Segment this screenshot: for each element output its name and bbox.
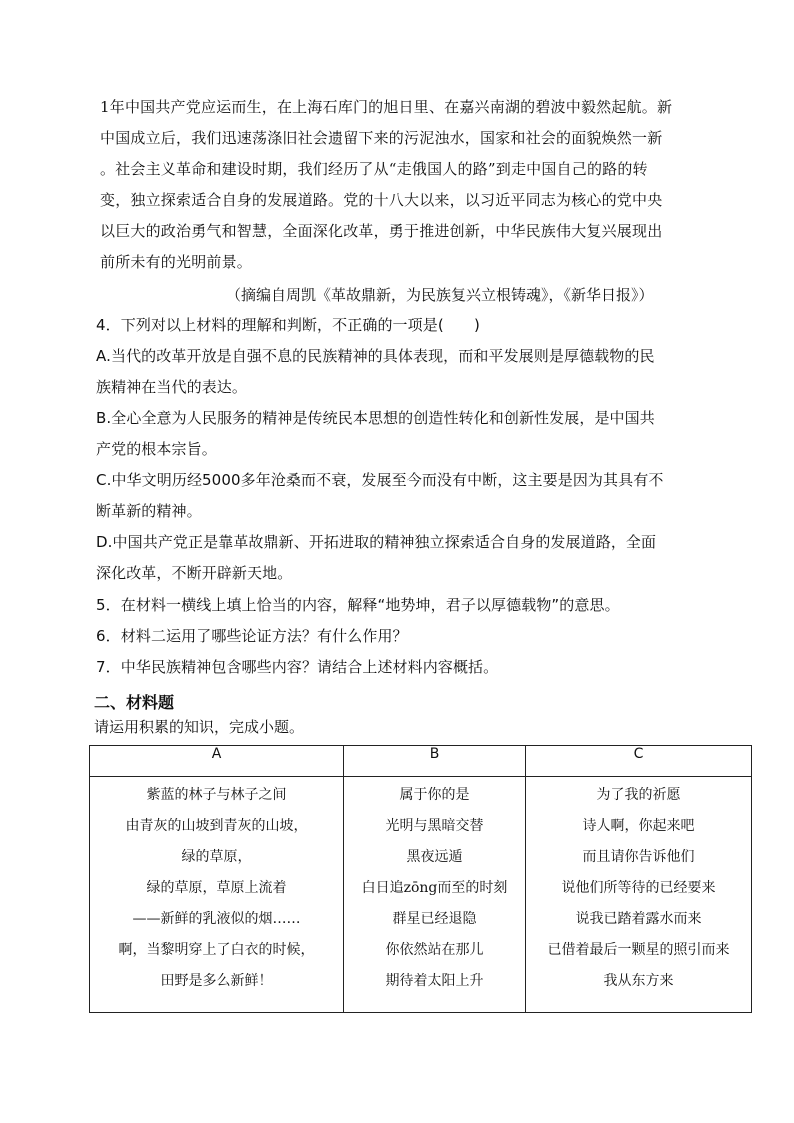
poem-cell-b: [344, 777, 526, 1013]
poem-cell-c: [526, 777, 752, 1013]
poem-line: 期待着太阳上升: [385, 973, 484, 989]
poem-table: [89, 745, 752, 1013]
poem-line: 已借着最后一颗星的照引而来: [547, 942, 730, 958]
citation: （摘编自周凯《革故鼎新，为民族复兴立根铸魂》，《新华日报》）: [226, 286, 654, 304]
option-b-line-1: B.全心全意为人民服务的精神是传统民本思想的创造性转化和创新性发展，是中国共: [96, 409, 655, 427]
poem-line: 说他们所等待的已经要来: [561, 880, 716, 896]
poem-line: 诗人啊，你起来吧: [582, 818, 695, 834]
section-intro: 请运用积累的知识，完成小题。: [94, 718, 305, 736]
option-a-line-2: 族精神在当代的表达。: [96, 378, 248, 396]
poem-cell-a: [90, 777, 344, 1013]
question-4: 4．下列对以上材料的理解和判断，不正确的一项是( ): [96, 316, 480, 334]
poem-line: 白日追zōng而至的时刻: [361, 880, 508, 896]
passage-line: 1年中国共产党应运而生，在上海石库门的旭日里、在嘉兴南湖的碧波中毅然起航。新: [100, 98, 673, 116]
column-header-a: A: [90, 746, 344, 777]
poem-line: 由青灰的山坡到青灰的山坡，: [125, 818, 308, 834]
poem-line: 说我已踏着露水而来: [575, 911, 702, 927]
poem-line: 黑夜远遁: [406, 849, 463, 865]
column-header-c: C: [526, 746, 752, 777]
poem-line: 啊，当黎明穿上了白衣的时候，: [118, 942, 315, 958]
poem-line: 属于你的是: [399, 787, 470, 803]
poem-line: 田野是多么新鲜！: [160, 973, 273, 989]
option-a-line-1: A.当代的改革开放是自强不息的民族精神的具体表现，而和平发展则是厚德载物的民: [96, 347, 655, 365]
passage-line: 中国成立后，我们迅速荡涤旧社会遗留下来的污泥浊水，国家和社会的面貌焕然一新: [100, 129, 663, 147]
poem-line: 我从东方来: [603, 973, 674, 989]
section-title: 二、材料题: [94, 693, 175, 712]
poem-line: ——新鲜的乳液似的烟……: [132, 911, 301, 927]
poem-line: 光明与黑暗交替: [385, 818, 484, 834]
option-b-line-2: 产党的根本宗旨。: [96, 440, 217, 458]
option-d-line-2: 深化改革，不断开辟新天地。: [96, 564, 293, 582]
option-c-line-1: C.中华文明历经5000多年沧桑而不衰，发展至今而没有中断，这主要是因为其具有不: [96, 471, 664, 489]
passage-line: 前所未有的光明前景。: [100, 253, 253, 271]
poem-line: 而且请你告诉他们: [582, 849, 695, 865]
passage-line: 。社会主义革命和建设时期，我们经历了从“走俄国人的路”到走中国自己的路的转: [100, 160, 648, 178]
question-6: 6．材料二运用了哪些论证方法？有什么作用？: [96, 627, 408, 645]
poem-line: 你依然站在那儿: [385, 942, 484, 958]
option-c-line-2: 断革新的精神。: [96, 502, 202, 520]
option-d-line-1: D.中国共产党正是靠革故鼎新、开拓进取的精神独立探索适合自身的发展道路，全面: [96, 533, 657, 551]
poem-line: 绿的草原，草原上流着: [146, 880, 287, 896]
passage-line: 以巨大的政治勇气和智慧，全面深化改革，勇于推进创新，中华民族伟大复兴展现出: [100, 222, 663, 240]
poem-line: 绿的草原，: [181, 849, 252, 865]
poem-line: 群星已经退隐: [392, 911, 477, 927]
poem-line: 紫蓝的林子与林子之间: [146, 787, 287, 803]
poem-line: 为了我的祈愿: [596, 787, 681, 803]
passage-line: 变，独立探索适合自身的发展道路。党的十八大以来，以习近平同志为核心的党中央: [100, 191, 663, 209]
question-7: 7．中华民族精神包含哪些内容？请结合上述材料内容概括。: [96, 658, 499, 676]
table-header-row: [90, 746, 752, 777]
table-row: [90, 777, 752, 1013]
column-header-b: B: [344, 746, 526, 777]
question-5: 5．在材料一横线上填上恰当的内容，解释“地势坤，君子以厚德载物”的意思。: [96, 596, 620, 614]
